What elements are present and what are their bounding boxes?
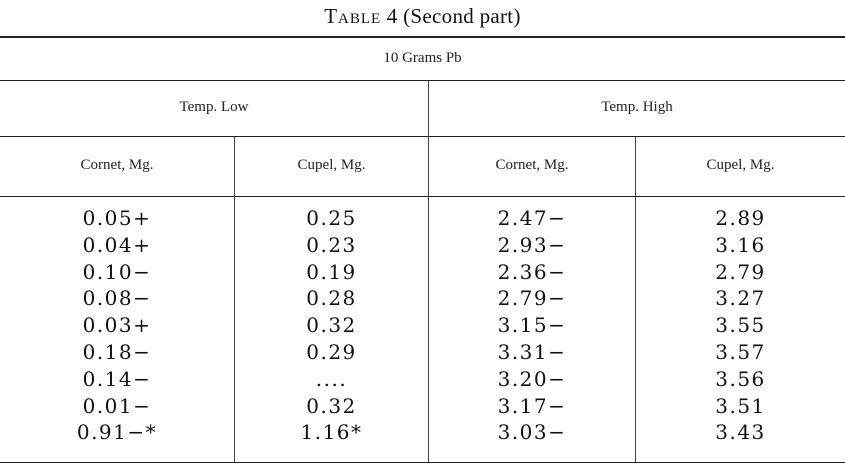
- table-cell: 3.57: [715, 340, 766, 364]
- table-cell: 0.32: [306, 313, 357, 338]
- table-cell: 3.17−: [497, 393, 567, 418]
- table-cell: 3.31−: [497, 340, 567, 364]
- table-cell: 3.27: [715, 286, 766, 311]
- table-cell: 3.03−: [497, 420, 567, 445]
- table-cell: 0.03+: [82, 313, 152, 338]
- table-cell: 0.08−: [82, 286, 152, 311]
- table-title-prefix: Table: [324, 4, 382, 28]
- table-cell: 3.15−: [497, 313, 567, 338]
- table-title-rest: 4 (Second part): [381, 4, 521, 28]
- table-cell: 0.28: [306, 286, 357, 311]
- table-cell: 0.01−: [82, 393, 152, 418]
- table-cell: 2.79: [715, 259, 766, 284]
- table-cell: ....: [315, 366, 348, 391]
- table-cell: 0.14−: [82, 366, 152, 391]
- table-cell: 0.32: [306, 393, 357, 418]
- table-cell: 0.05+: [82, 206, 152, 230]
- table-cell: 0.18−: [82, 340, 152, 364]
- sub-header-temp-low: Temp. Low: [179, 99, 249, 115]
- bottom-rule: [0, 462, 845, 463]
- column-header: Cupel, Mg.: [297, 157, 366, 173]
- table-cell: 3.43: [715, 420, 766, 445]
- column-header: Cornet, Mg.: [495, 157, 569, 173]
- table-cell: 2.89: [715, 206, 766, 230]
- sub-header-rule: [0, 136, 845, 137]
- table-cell: 0.23: [306, 232, 357, 257]
- table-cell: 2.47−: [497, 206, 567, 230]
- table-cell: 2.93−: [497, 232, 567, 257]
- sub-header-temp-high: Temp. High: [601, 99, 673, 115]
- column-header-rule: [0, 196, 845, 197]
- table-cell: 0.29: [306, 340, 357, 364]
- table-cell: 2.36−: [497, 259, 567, 284]
- table-cell: 2.79−: [497, 286, 567, 311]
- table-cell: 0.10−: [82, 259, 152, 284]
- table-cell: 0.19: [306, 259, 357, 284]
- column-header: Cornet, Mg.: [80, 157, 154, 173]
- table-cell: 0.91−*: [76, 420, 158, 445]
- group-header: 10 Grams Pb: [383, 50, 462, 66]
- table-cell: 0.04+: [82, 232, 152, 257]
- table-cell: 0.25: [306, 206, 357, 230]
- top-rule: [0, 36, 845, 38]
- table-cell: 3.55: [715, 313, 766, 338]
- group-header-rule: [0, 80, 845, 81]
- table-cell: 3.20−: [497, 366, 567, 391]
- table-cell: 3.56: [715, 366, 766, 391]
- table-cell: 1.16*: [300, 420, 363, 445]
- table-cell: 3.16: [715, 232, 766, 257]
- table-cell: 3.51: [715, 393, 766, 418]
- column-header: Cupel, Mg.: [706, 157, 775, 173]
- table-title: [0, 4, 845, 29]
